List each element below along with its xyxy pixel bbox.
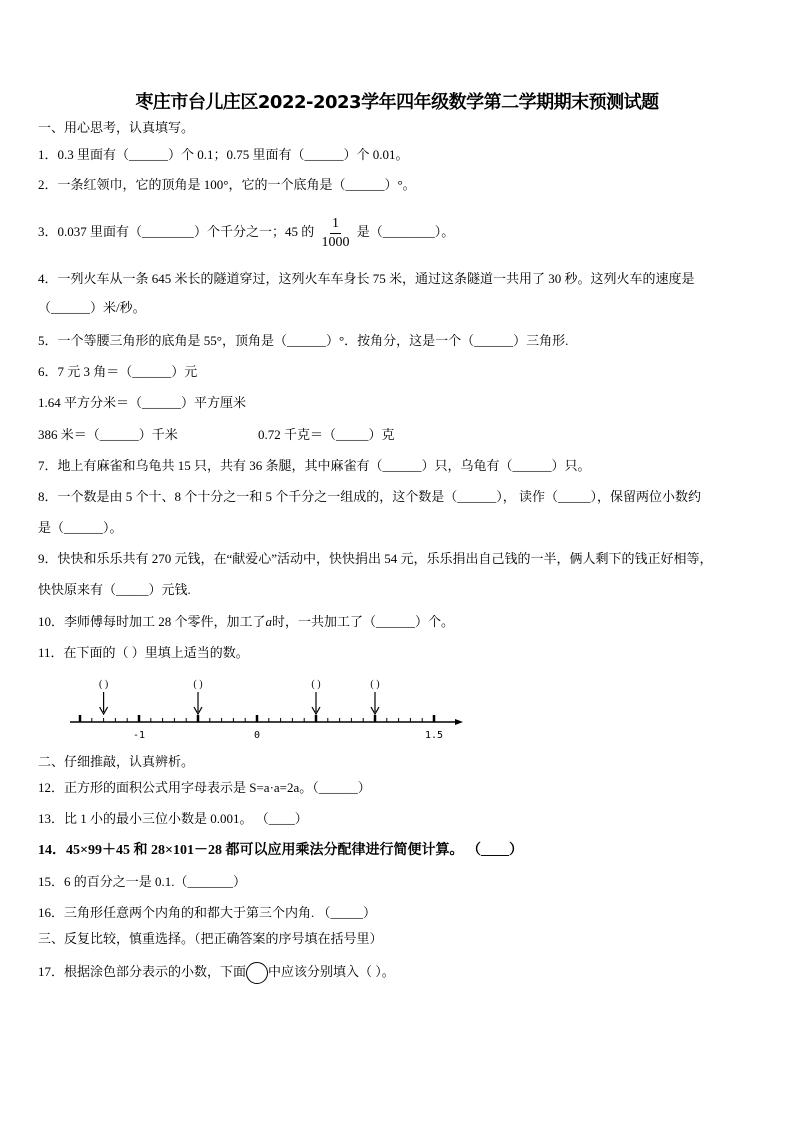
question-11: 11．在下面的（ ）里填上适当的数。 bbox=[38, 645, 249, 660]
question-6: 6．7 元 3 角＝（______）元 bbox=[38, 364, 198, 379]
question-17 bbox=[38, 961, 395, 984]
section-2-heading: 二、仔细推敲，认真辨析。 bbox=[38, 754, 195, 769]
fraction-denominator: 1000 bbox=[321, 234, 350, 250]
question-9-cont: 快快原来有（_____）元钱. bbox=[38, 582, 191, 597]
question-8-cont: 是（______）。 bbox=[38, 520, 123, 535]
question-16: 16．三角形任意两个内角的和都大于第三个内角. （_____） bbox=[38, 905, 377, 920]
fraction bbox=[322, 215, 350, 252]
tick-label: 0 bbox=[253, 730, 261, 741]
question-4: 4．一列火车从一条 645 米长的隧道穿过，这列火车车身长 75 米，通过这条隧道一共用了 30 秒。这列火车的速度是 bbox=[38, 271, 695, 286]
question-2: 2．一条红领巾，它的顶角是 100°，它的一个底角是（______）°。 bbox=[38, 177, 416, 192]
question-15: 15．6 的百分之一是 0.1.（_______） bbox=[38, 874, 247, 889]
question-17-text-b: 中应该分别填入（ ）。 bbox=[268, 964, 395, 979]
question-6-c: 386 米＝（______）千米 bbox=[38, 427, 178, 442]
question-3-text-a: 3．0.037 里面有（________）个千分之一；45 的 bbox=[38, 224, 315, 239]
section-1-heading: 一、用心思考，认真填写。 bbox=[38, 120, 195, 135]
question-1: 1．0.3 里面有（______）个 0.1；0.75 里面有（______）个 0.01。 bbox=[38, 147, 409, 162]
circle-icon bbox=[246, 962, 268, 984]
question-10-text-b: 时，一共加工了（______）个。 bbox=[272, 614, 455, 629]
question-14: 14．45×99＋45 和 28×101－28 都可以应用乘法分配律进行简便计算。 （____） bbox=[38, 843, 523, 858]
question-13: 13．比 1 小的最小三位小数是 0.001。 （____） bbox=[38, 811, 308, 826]
tick-label: -1 bbox=[132, 730, 146, 741]
answer-blank: ( ) bbox=[99, 679, 109, 690]
question-9: 9．快快和乐乐共有 270 元钱，在“献爱心”活动中，快快捐出 54 元，乐乐捐出自己钱的一半，俩人剩下的钱正好相等， bbox=[38, 551, 713, 566]
axis-arrowhead bbox=[455, 719, 463, 725]
answer-blank: ( ) bbox=[370, 679, 380, 690]
answer-blank: ( ) bbox=[311, 679, 321, 690]
question-7: 7．地上有麻雀和乌龟共 15 只，共有 36 条腿，其中麻雀有（______）只，乌龟有（______）只。 bbox=[38, 458, 591, 473]
question-8: 8．一个数是由 5 个十、8 个十分之一和 5 个千分之一组成的，这个数是（______）， 读作（_____），保留两位小数约 bbox=[38, 489, 702, 504]
page-title: 枣庄市台儿庄区2022-2023学年四年级数学第二学期期末预测试题 bbox=[135, 92, 659, 113]
question-6-d: 0.72 千克＝（_____）克 bbox=[258, 427, 395, 442]
variable-a: a bbox=[265, 614, 273, 629]
question-3-text-b: 是（________）。 bbox=[356, 224, 455, 239]
question-5: 5．一个等腰三角形的底角是 55°，顶角是（______）°．按角分，这是一个（______）三角形. bbox=[38, 333, 569, 348]
question-10 bbox=[38, 614, 454, 630]
question-4-cont: （______）米/秒。 bbox=[38, 300, 146, 315]
answer-blank: ( ) bbox=[193, 679, 203, 690]
section-3-heading: 三、反复比较，慎重选择。（把正确答案的序号填在括号里） bbox=[38, 931, 383, 946]
question-6-b: 1.64 平方分米＝（______）平方厘米 bbox=[38, 395, 247, 410]
number-line bbox=[60, 672, 480, 744]
question-17-text-a: 17．根据涂色部分表示的小数，下面 bbox=[38, 964, 247, 979]
fraction-numerator: 1 bbox=[330, 215, 341, 234]
question-12: 12．正方形的面积公式用字母表示是 S=a·a=2a。（______） bbox=[38, 780, 371, 795]
question-3 bbox=[38, 212, 454, 252]
tick-label: 1.5 bbox=[424, 730, 444, 741]
question-10-text-a: 10．李师傅每时加工 28 个零件，加工了 bbox=[38, 614, 266, 629]
